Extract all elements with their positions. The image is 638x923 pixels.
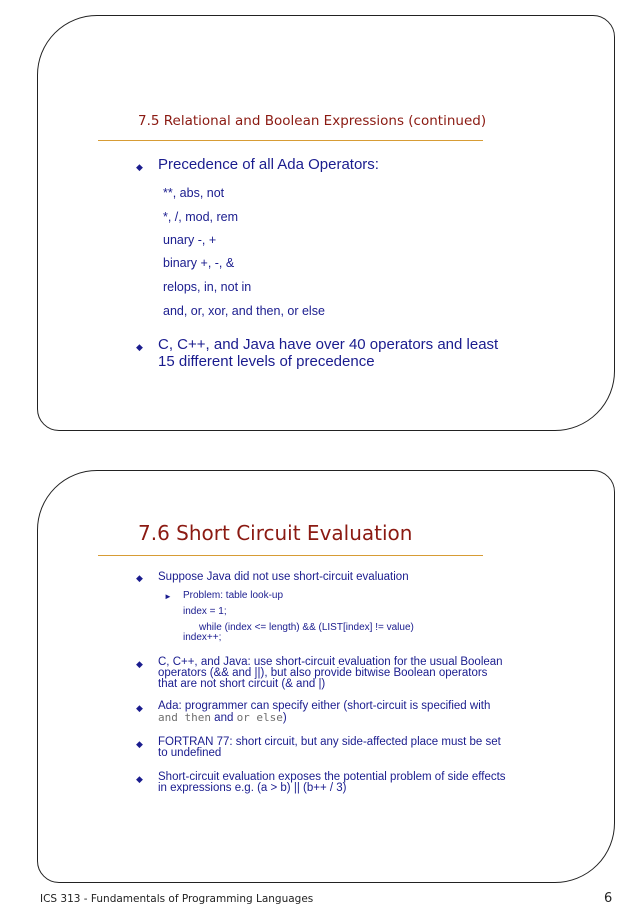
bullet-text: Ada: programmer can specify either (short-circuit is specified with — [158, 700, 491, 712]
bullet-text: 15 different levels of precedence — [158, 353, 375, 370]
arrow-bullet-icon: ► — [164, 592, 172, 601]
precedence-level: unary -, + — [163, 233, 217, 247]
code-and-then: and then — [158, 711, 211, 724]
close-paren: ) — [282, 712, 287, 724]
and-text: and — [210, 712, 237, 724]
precedence-level: **, abs, not — [163, 186, 225, 200]
title-rule — [98, 140, 483, 141]
course-footer: ICS 313 - Fundamentals of Programming Languages — [40, 893, 314, 905]
bullet-text: Suppose Java did not use short-circuit evaluation — [158, 571, 409, 583]
slide-2-title: 7.6 Short Circuit Evaluation — [138, 521, 413, 545]
precedence-level: *, /, mod, rem — [163, 210, 239, 224]
code-line: index = 1; — [183, 606, 227, 617]
code-line: index++; — [183, 632, 222, 643]
diamond-bullet-icon: ◆ — [136, 739, 143, 749]
diamond-bullet-icon: ◆ — [136, 703, 143, 713]
bullet-text: Precedence of all Ada Operators: — [158, 156, 379, 173]
diamond-bullet-icon: ◆ — [136, 573, 143, 583]
code-line: while (index <= length) && (LIST[index] != value) — [199, 622, 414, 633]
title-rule — [98, 555, 483, 556]
bullet-text-mixed — [158, 712, 287, 724]
bullet-text: operators (&& and ||), but also provide bitwise Boolean operators — [158, 667, 488, 679]
bullet-text: C, C++, and Java: use short-circuit evaluation for the usual Boolean — [158, 656, 503, 668]
bullet-text: that are not short circuit (& and |) — [158, 678, 326, 690]
sub-bullet-text: Problem: table look-up — [183, 590, 284, 601]
precedence-level: relops, in, not in — [163, 280, 252, 294]
code-or-else: or else — [236, 711, 283, 724]
slide-1-title: 7.5 Relational and Boolean Expressions (continued) — [138, 113, 487, 129]
bullet-text: to undefined — [158, 747, 222, 759]
diamond-bullet-icon: ◆ — [136, 162, 143, 172]
bullet-text: in expressions e.g. (a > b) || (b++ / 3) — [158, 782, 347, 794]
precedence-level: and, or, xor, and then, or else — [163, 304, 325, 318]
bullet-text: FORTRAN 77: short circuit, but any side-affected place must be set — [158, 736, 501, 748]
bullet-text: Short-circuit evaluation exposes the potential problem of side effects — [158, 771, 506, 783]
diamond-bullet-icon: ◆ — [136, 342, 143, 352]
slide-1 — [37, 15, 615, 431]
page-number: 6 — [604, 891, 613, 906]
diamond-bullet-icon: ◆ — [136, 659, 143, 669]
diamond-bullet-icon: ◆ — [136, 774, 143, 784]
bullet-text: C, C++, and Java have over 40 operators and least — [158, 336, 499, 353]
slide-2 — [37, 470, 615, 883]
precedence-level: binary +, -, & — [163, 256, 235, 270]
